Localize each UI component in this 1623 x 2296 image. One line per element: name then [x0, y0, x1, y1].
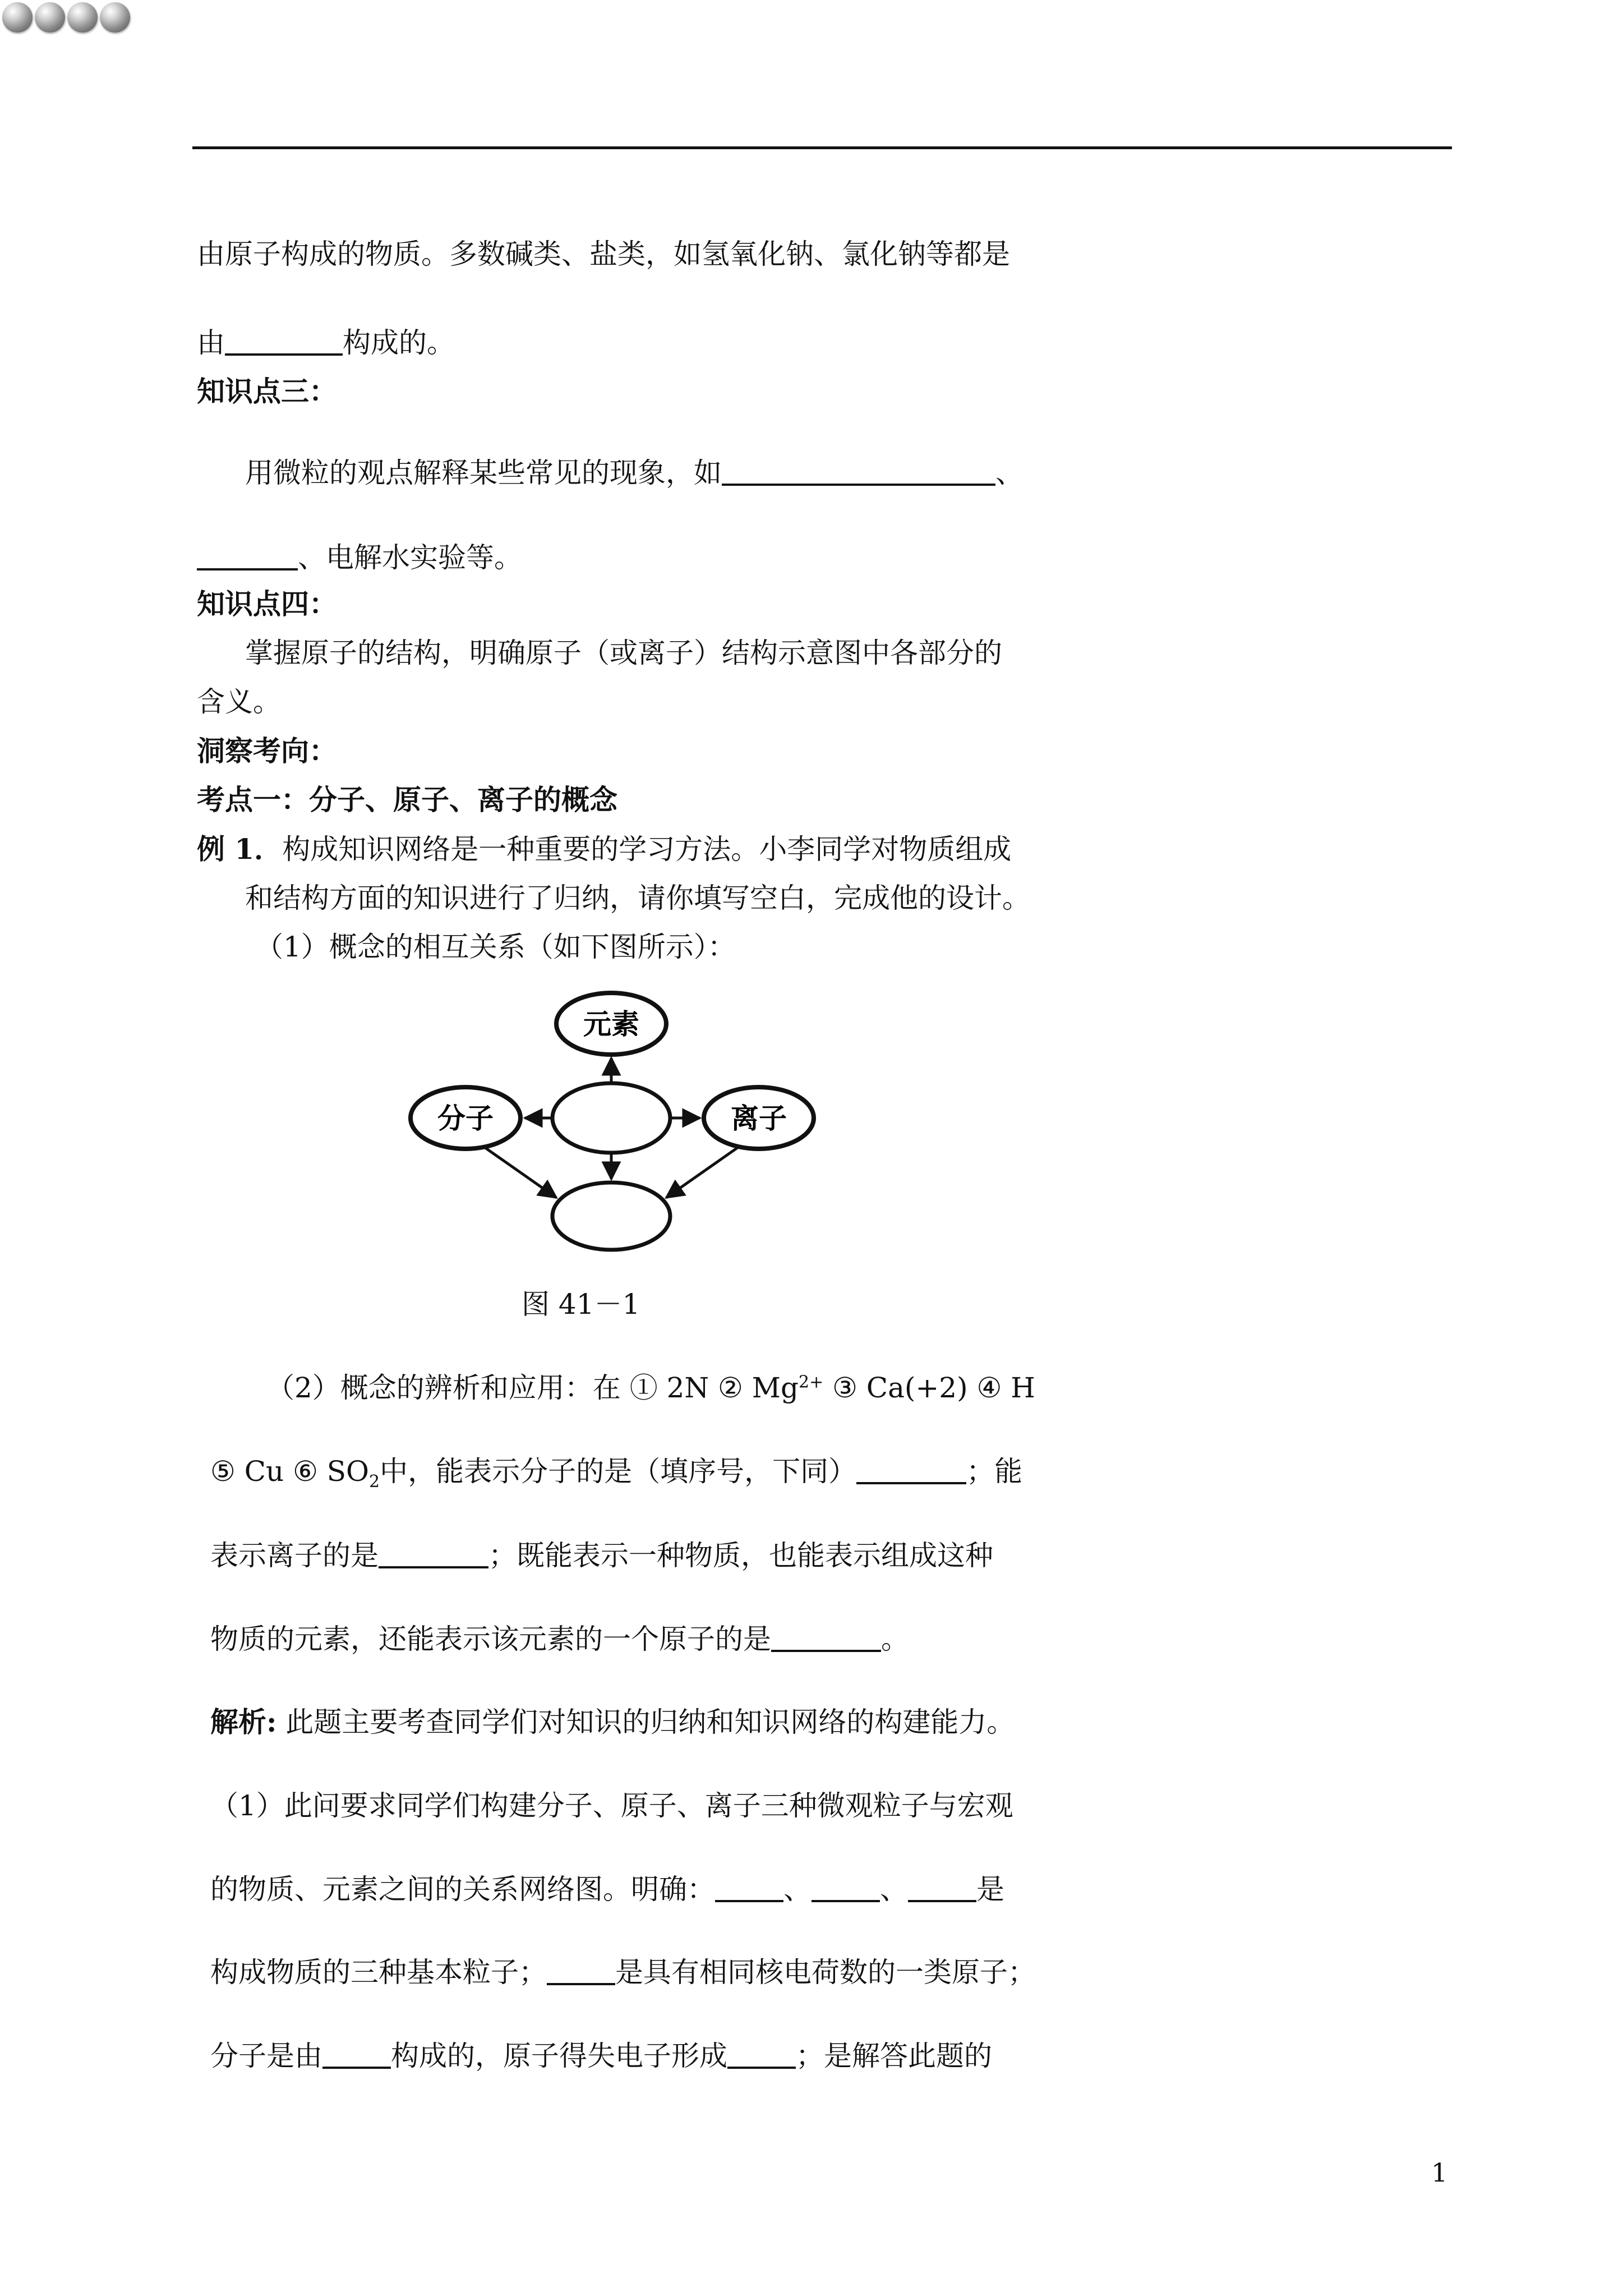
header-rule	[192, 146, 1452, 149]
fill-blank[interactable]	[811, 1875, 880, 1902]
text-line: 解析: 此题主要考查同学们对知识的归纳和知识网络的构建能力。	[210, 1705, 1015, 1738]
section-heading: 考点一：分子、原子、离子的概念	[197, 783, 617, 816]
text-line: 例 1．构成知识网络是一种重要的学习方法。小李同学对物质组成	[197, 832, 1012, 866]
arrow-ion-substance	[666, 1148, 737, 1198]
text-line: （1）概念的相互关系（如下图所示）：	[255, 931, 736, 963]
text-line: 、电解水实验等。	[197, 540, 522, 574]
text-line: 掌握原子的结构，明确原子（或离子）结构示意图中各部分的	[245, 637, 1002, 669]
text-line: 物质的元素，还能表示该元素的一个原子的是 。	[210, 1623, 909, 1655]
fill-blank[interactable]	[722, 459, 995, 486]
fill-blank[interactable]	[547, 1958, 615, 1985]
node-bottom-blank[interactable]	[552, 1182, 670, 1250]
figure-caption: 图 41－1	[522, 1288, 640, 1320]
fill-blank[interactable]	[379, 1542, 488, 1568]
fill-blank[interactable]	[225, 329, 343, 356]
fill-blank[interactable]	[715, 1875, 783, 1902]
logo-ball	[67, 2, 98, 33]
header-logo	[2, 2, 130, 33]
fill-blank[interactable]	[197, 544, 298, 570]
text-line: 分子是由 构成的，原子得失电子形成 ；是解答此题的	[210, 2040, 992, 2072]
concept-diagram	[393, 982, 830, 1262]
section-heading: 知识点三：	[197, 375, 337, 408]
text-line: （2）概念的辨析和应用：在 ① 2N ② $Mg^{2+}$ ③ Ca(+2) ④ H	[266, 1372, 1035, 1404]
text-line: 含义。	[197, 685, 281, 718]
text-line: （1）此问要求同学们构建分子、原子、离子三种微观粒子与宏观	[210, 1789, 1013, 1822]
text-line: 由 构成的。	[197, 326, 455, 359]
fill-blank[interactable]	[771, 1625, 881, 1652]
text-line: 的物质、元素之间的关系网络图。明确： 、 、 是	[210, 1873, 1004, 1906]
section-heading: 知识点四：	[197, 587, 337, 620]
fill-blank[interactable]	[856, 1457, 966, 1484]
fill-blank[interactable]	[727, 2042, 796, 2069]
text-line: 由原子构成的物质。多数碱类、盐类，如氢氧化钠、氯化钠等都是	[197, 238, 1010, 270]
logo-ball	[100, 2, 130, 33]
section-heading: 洞察考向：	[197, 734, 337, 767]
logo-ball	[35, 2, 65, 33]
text-line: ⑤ Cu ⑥ $SO_2$中，能表示分子的是（填序号，下同） ；能	[210, 1455, 1023, 1492]
logo-ball	[2, 2, 33, 33]
text-line: 构成物质的三种基本粒子； 是具有相同核电荷数的一类原子；	[210, 1956, 1036, 1989]
fill-blank[interactable]	[908, 1875, 976, 1902]
fill-blank[interactable]	[322, 2042, 391, 2069]
label-ion: 离子	[731, 1102, 787, 1135]
label-molecule: 分子	[437, 1102, 494, 1135]
arrow-molecule-substance	[485, 1148, 556, 1198]
page-number: 1	[1431, 2157, 1448, 2188]
label-element: 元素	[583, 1008, 639, 1041]
text-line: 用微粒的观点解释某些常见的现象，如 、	[245, 457, 1023, 489]
text-line: 表示离子的是 ；既能表示一种物质，也能表示组成这种	[210, 1539, 993, 1572]
node-center-blank[interactable]	[552, 1083, 670, 1153]
text-line: 和结构方面的知识进行了归纳，请你填写空白，完成他的设计。	[245, 882, 1030, 914]
